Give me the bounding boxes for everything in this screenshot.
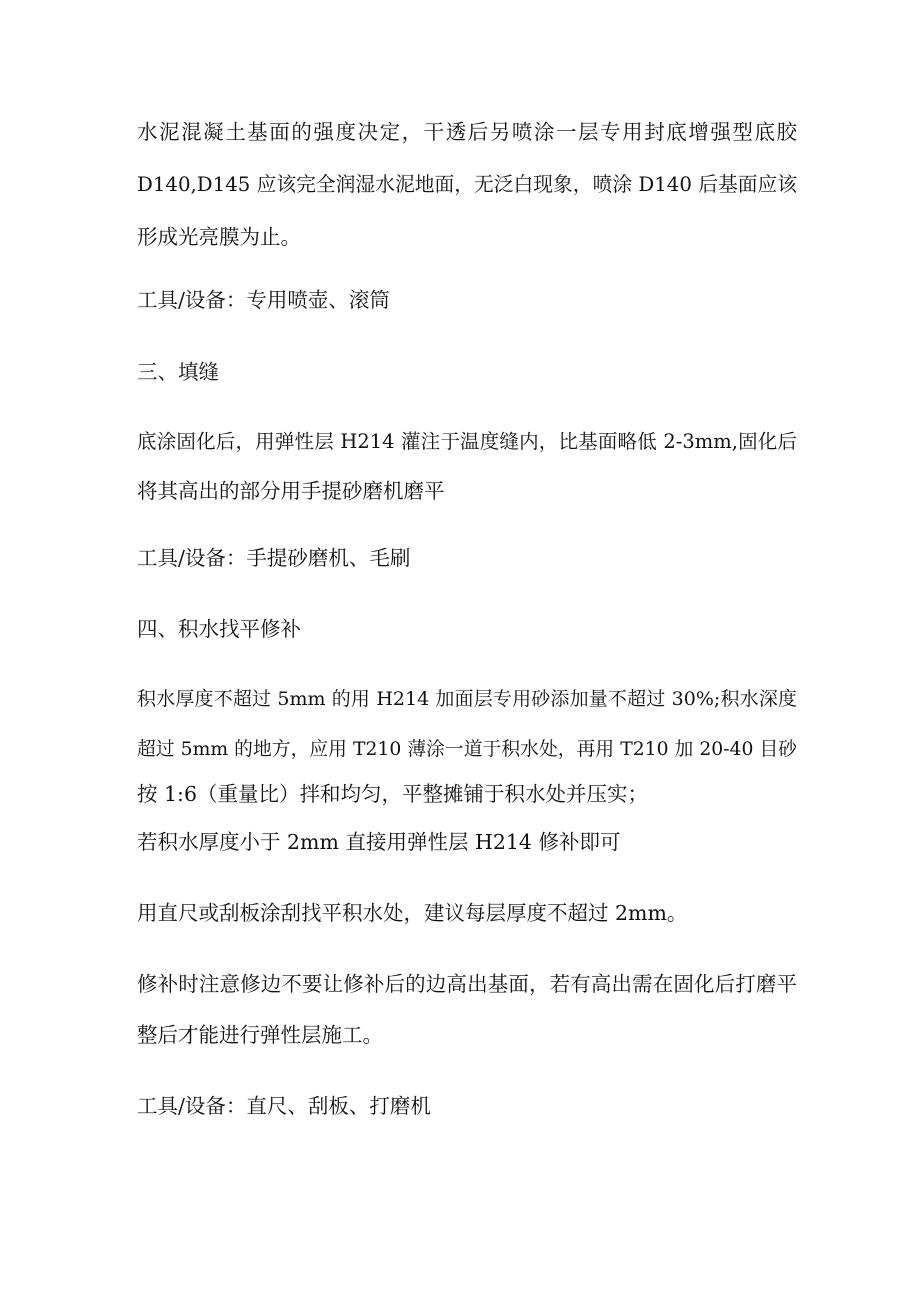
paragraph-line: 修补时注意修边不要让修补后的边高出基面，若有高出需在固化后打磨平 bbox=[137, 972, 797, 996]
tools-line: 工具/设备：直尺、刮板、打磨机 bbox=[137, 1094, 431, 1118]
section-heading: 四、积水找平修补 bbox=[137, 617, 301, 641]
paragraph-line: 整后才能进行弹性层施工。 bbox=[137, 1023, 383, 1047]
tools-line: 工具/设备：专用喷壶、滚筒 bbox=[137, 288, 390, 312]
paragraph-line: 按 1:6（重量比）拌和均匀，平整摊铺于积水处并压实； bbox=[137, 782, 649, 806]
paragraph-line: 底涂固化后，用弹性层 H214 灌注于温度缝内，比基面略低 2-3mm,固化后 bbox=[137, 430, 797, 453]
paragraph-line: 将其高出的部分用手提砂磨机磨平 bbox=[137, 479, 445, 503]
paragraph-line: 形成光亮膜为止。 bbox=[137, 225, 301, 249]
paragraph-line: 水泥混凝土基面的强度决定，干透后另喷涂一层专用封底增强型底胶 bbox=[137, 120, 797, 144]
paragraph-line: D140,D145 应该完全润湿水泥地面，无泛白现象，喷涂 D140 后基面应该 bbox=[137, 173, 797, 196]
paragraph-line: 用直尺或刮板涂刮找平积水处，建议每层厚度不超过 2mm。 bbox=[137, 901, 688, 925]
tools-line: 工具/设备：手提砂磨机、毛刷 bbox=[137, 546, 411, 570]
paragraph-line: 超过 5mm 的地方，应用 T210 薄涂一道于积水处，再用 T210 加 20-40 目砂 bbox=[137, 739, 797, 760]
paragraph-line: 若积水厚度小于 2mm 直接用弹性层 H214 修补即可 bbox=[137, 830, 621, 854]
paragraph-line: 积水厚度不超过 5mm 的用 H214 加面层专用砂添加量不超过 30%;积水深度 bbox=[137, 688, 797, 710]
section-heading: 三、填缝 bbox=[137, 360, 219, 384]
